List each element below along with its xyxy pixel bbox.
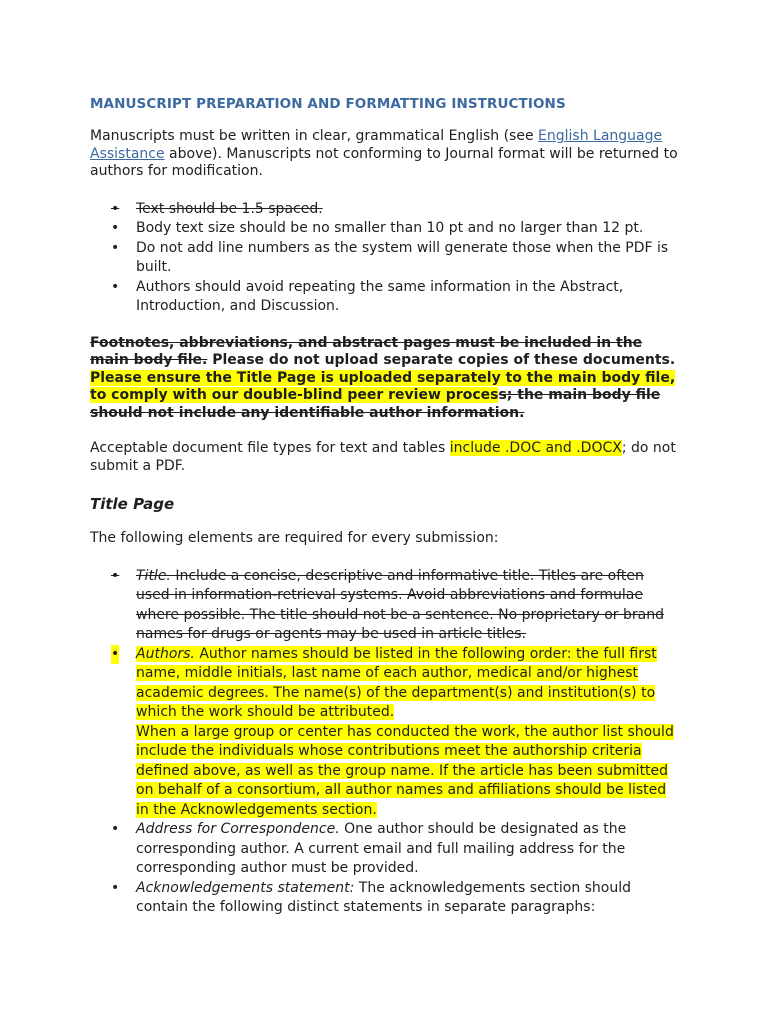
file-upload-paragraph (90, 335, 680, 423)
highlighted-text: include .DOC and .DOCX (449, 440, 622, 456)
bullet-icon: • (111, 220, 120, 236)
list-item (90, 645, 680, 821)
bullet-icon: • (111, 567, 120, 584)
list-item (90, 820, 680, 879)
item-label: Address for Correspondence. (136, 821, 340, 837)
bullet-icon: • (111, 821, 120, 837)
intro-text-2: above). Manuscripts not conforming to Journal format will be returned to authors for modification. (90, 145, 678, 179)
bullet-icon: • (111, 239, 120, 256)
bullet-icon: • (111, 879, 120, 896)
item-text: The acknowledgements section should contain the following distinct statements in separate paragraphs: (136, 879, 632, 915)
required-elements-list (90, 567, 680, 918)
file-types-text-1: Acceptable document file types for text and tables (90, 440, 450, 456)
intro-text-1: Manuscripts must be written in clear, grammatical English (see (90, 128, 539, 144)
file-types-paragraph (90, 440, 680, 475)
highlighted-text: Please ensure the Title Page is uploaded separately to the main body file, to comply with our double-blind peer review proces (90, 369, 676, 403)
struck-text: Footnotes, abbreviations, and abstract pages must be included in the main body file. (90, 334, 643, 368)
file-types-text-2: ; do not submit a PDF. (90, 440, 676, 474)
list-item-text: Text should be 1.5 spaced. (136, 200, 323, 217)
item-text-continued: When a large group or center has conducted the work, the author list should include the individuals whose contributions meet the authorship criteria defined above, as well as the group name. If the article has been submitted on behalf of a consortium, all author names and affiliations should be listed in the Acknowledgements section. (136, 723, 674, 818)
list-item (90, 879, 680, 918)
struck-text: s; the main body file should not include any identifiable author information. (90, 387, 661, 421)
elements-intro: The following elements are required for every submission: (90, 530, 499, 546)
item-label: Authors. (136, 645, 195, 662)
list-item-text: Body text size should be no smaller than 10 pt and no larger than 12 pt. (136, 220, 644, 236)
intro-paragraph (90, 128, 680, 181)
list-item (90, 239, 680, 278)
formatting-list (90, 200, 680, 317)
title-page-heading: Title Page (90, 495, 175, 513)
bullet-icon: • (111, 645, 119, 665)
list-item (90, 278, 680, 317)
list-item-text (136, 568, 664, 643)
item-text: Include a concise, descriptive and informative title. Titles are often used in information-retrieval systems. Avoid abbreviations and formulae where possible. The title should not be a sentence. No proprietary or brand names for drugs or agents may be used in article titles. (136, 567, 664, 642)
item-text: Author names should be listed in the following order: the full first name, middle initials, last name of each author, medical and/or highest academic degrees. The name(s) of the department(s) and institution(s) to which the work should be attributed. (136, 645, 657, 720)
document-page (90, 90, 680, 918)
list-item-text (136, 821, 626, 876)
list-item-text (136, 646, 657, 721)
list-item-text (136, 880, 631, 916)
list-item-text: Do not add line numbers as the system will generate those when the PDF is built. (136, 239, 669, 275)
upload-text: Please do not upload separate copies of these documents. (207, 352, 676, 368)
item-text: One author should be designated as the corresponding author. A current email and full mailing address for the corresponding author must be provided. (136, 821, 627, 876)
item-label: Acknowledgements statement: (136, 879, 355, 896)
list-item (90, 567, 680, 645)
list-item (90, 200, 680, 220)
item-label: Title. (136, 567, 171, 584)
english-language-assistance-link[interactable]: English Language Assistance (90, 128, 663, 162)
list-item-text: Authors should avoid repeating the same information in the Abstract, Introduction, and Discussion. (136, 278, 624, 314)
list-item (90, 219, 680, 239)
section-heading: MANUSCRIPT PREPARATION AND FORMATTING INSTRUCTIONS (90, 96, 566, 112)
bullet-icon: • (111, 278, 120, 295)
bullet-icon: • (111, 200, 120, 217)
